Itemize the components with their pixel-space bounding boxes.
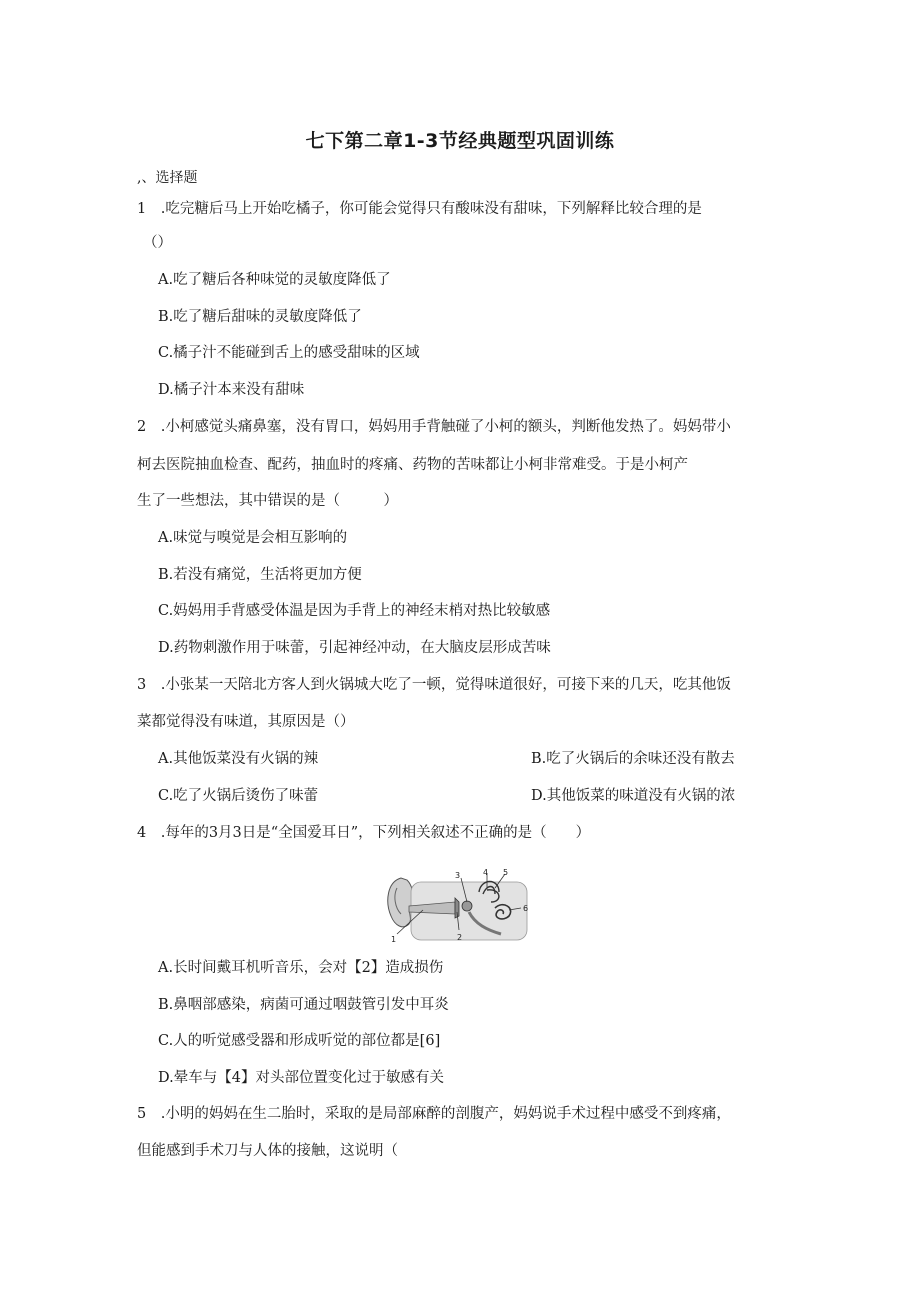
figure-label-4: 4 [483,868,489,877]
question-1-stem-line-1: 1 .吃完糖后马上开始吃橘子，你可能会觉得只有酸味没有甜味，下列解释比较合理的是 [137,201,702,217]
section-heading: ,、选择题 [137,170,198,186]
question-2-option-c: C.妈妈用手背感受体温是因为手背上的神经末梢对热比较敏感 [158,603,551,619]
figure-label-1: 1 [391,935,397,944]
question-2-stem-line-2: 柯去医院抽血检查、配药，抽血时的疼痛、药物的苦味都让小柯非常难受。于是小柯产 [137,457,688,473]
question-1-stem-line-2: （） [143,235,172,251]
figure-label-3: 3 [455,871,461,880]
figure-label-2: 2 [457,933,463,942]
question-2-stem-line-3: 生了一些想法，其中错误的是（ ） [137,493,398,509]
question-4-option-b: B.鼻咽部感染，病菌可通过咽鼓管引发中耳炎 [158,997,449,1013]
outer-ear-shape [388,878,413,927]
question-3-option-b: B.吃了火锅后的余味还没有散去 [531,751,735,767]
question-3-stem-line-2: 菜都觉得没有味道，其原因是（） [137,714,355,730]
question-2-option-d: D.药物刺激作用于味蕾，引起神经冲动，在大脑皮层形成苦味 [158,640,551,656]
question-4-option-a: A.长时间戴耳机听音乐，会对【2】造成损伤 [158,960,444,976]
question-3-stem-line-1: 3 .小张某一天陪北方客人到火锅城大吃了一顿，觉得味道很好，可接下来的几天，吃其他饭 [137,677,731,693]
question-2-stem-line-1: 2 .小柯感觉头痛鼻塞，没有胃口，妈妈用手背触碰了小柯的额头，判断他发热了。妈妈带小 [137,419,731,435]
question-1-option-d: D.橘子汁本来没有甜味 [158,382,305,398]
question-3-option-c: C.吃了火锅后烫伤了味蕾 [158,788,319,804]
question-3-option-a: A.其他饭菜没有火锅的辣 [158,751,319,767]
figure-label-6: 6 [523,904,529,913]
ossicles-shape [462,901,472,911]
question-1-option-b: B.吃了糖后甜味的灵敏度降低了 [158,309,362,325]
question-4-option-c: C.人的听觉感受器和形成听觉的部位都是[6] [158,1033,441,1049]
ear-structure-diagram [383,868,531,944]
question-1-option-a: A.吃了糖后各种味觉的灵敏度降低了 [158,272,391,288]
question-2-option-b: B.若没有痛觉，生活将更加方便 [158,567,362,583]
question-3-option-d: D.其他饭菜的味道没有火锅的浓 [531,788,736,804]
question-4-option-d: D.晕车与【4】对头部位置变化过于敏感有关 [158,1070,444,1086]
question-5-stem-line-1: 5 .小明的妈妈在生二胎时，采取的是局部麻醉的剖腹产，妈妈说手术过程中感受不到疼痛， [137,1106,731,1122]
question-5-stem-line-2: 但能感到手术刀与人体的接触，这说明（ [137,1143,398,1159]
question-2-option-a: A.味觉与嗅觉是会相互影响的 [158,530,348,546]
figure-label-5: 5 [503,868,509,877]
question-4-stem-line-1: 4 .每年的3月3日是“全国爱耳日”，下列相关叙述不正确的是（ ） [137,825,591,841]
page-title: 七下第二章1-3节经典题型巩固训练 [305,130,615,152]
question-1-option-c: C.橘子汁不能碰到舌上的感受甜味的区域 [158,345,420,361]
